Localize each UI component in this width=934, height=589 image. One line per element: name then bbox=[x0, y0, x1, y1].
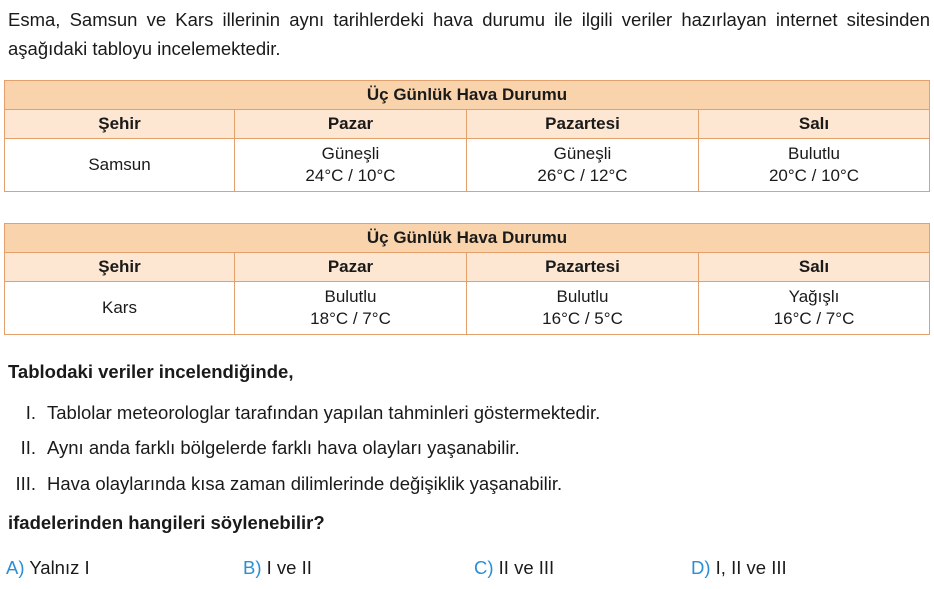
header-city: Şehir bbox=[5, 253, 235, 282]
prompt-text: Tablodaki veriler incelendiğinde, bbox=[8, 361, 294, 382]
city-cell: Samsun bbox=[5, 139, 235, 192]
city-cell: Kars bbox=[5, 282, 235, 335]
forecast-temps: 18°C / 7°C bbox=[310, 309, 391, 328]
intro-text: Esma, Samsun ve Kars illerinin aynı tarihlerdeki hava durumu ile ilgili veriler hazırlayan internet sitesinden aşağıdaki tabloyu incelemektedir. bbox=[8, 9, 930, 59]
forecast-cell bbox=[699, 282, 930, 335]
forecast-temps: 26°C / 12°C bbox=[537, 166, 628, 185]
question-text: ifadelerinden hangileri söylenebilir? bbox=[8, 512, 325, 533]
choice-c[interactable] bbox=[474, 557, 554, 579]
forecast-temps: 16°C / 7°C bbox=[773, 309, 855, 328]
forecast-cell bbox=[235, 282, 467, 335]
statement-number: II. bbox=[20, 437, 36, 458]
forecast-temps: 20°C / 10°C bbox=[768, 166, 860, 185]
choice-text: II ve III bbox=[498, 557, 555, 578]
forecast-cell bbox=[467, 282, 699, 335]
forecast-condition: Güneşli bbox=[553, 144, 612, 163]
weather-table-samsun bbox=[4, 80, 930, 192]
statement-text: Tablolar meteorologlar tarafından yapılan tahminleri göstermektedir. bbox=[47, 402, 601, 423]
statement-text: Aynı anda farklı bölgelerde farklı hava olayları yaşanabilir. bbox=[47, 437, 520, 458]
choice-text: Yalnız I bbox=[29, 557, 90, 578]
forecast-cell bbox=[235, 139, 467, 192]
forecast-condition: Bulutlu bbox=[556, 287, 609, 306]
forecast-cell bbox=[699, 139, 930, 192]
forecast-condition: Yağışlı bbox=[788, 287, 840, 306]
forecast-condition: Güneşli bbox=[321, 144, 380, 163]
statement-text: Hava olaylarında kısa zaman dilimlerinde değişiklik yaşanabilir. bbox=[47, 473, 563, 494]
choice-text: I, II ve III bbox=[715, 557, 787, 578]
choice-text: I ve II bbox=[266, 557, 312, 578]
forecast-condition: Bulutlu bbox=[788, 144, 840, 163]
choice-b[interactable] bbox=[243, 557, 312, 579]
header-monday: Pazartesi bbox=[467, 253, 699, 282]
choice-letter: B) bbox=[243, 557, 262, 578]
table-title: Üç Günlük Hava Durumu bbox=[5, 81, 930, 110]
choice-letter: C) bbox=[474, 557, 494, 578]
statement-number: III. bbox=[15, 473, 36, 494]
statement-number: I. bbox=[25, 402, 36, 423]
choice-a[interactable] bbox=[6, 557, 90, 579]
header-sunday: Pazar bbox=[235, 110, 467, 139]
header-sunday: Pazar bbox=[235, 253, 467, 282]
forecast-cell bbox=[467, 139, 699, 192]
forecast-condition: Bulutlu bbox=[324, 287, 377, 306]
choice-letter: D) bbox=[691, 557, 711, 578]
forecast-temps: 16°C / 5°C bbox=[542, 309, 623, 328]
header-monday: Pazartesi bbox=[467, 110, 699, 139]
weather-table-kars bbox=[4, 223, 930, 335]
forecast-temps: 24°C / 10°C bbox=[305, 166, 396, 185]
choice-letter: A) bbox=[6, 557, 25, 578]
header-tuesday: Salı bbox=[699, 253, 930, 282]
header-tuesday: Salı bbox=[699, 110, 930, 139]
table-title: Üç Günlük Hava Durumu bbox=[5, 224, 930, 253]
choice-d[interactable] bbox=[691, 557, 787, 579]
header-city: Şehir bbox=[5, 110, 235, 139]
